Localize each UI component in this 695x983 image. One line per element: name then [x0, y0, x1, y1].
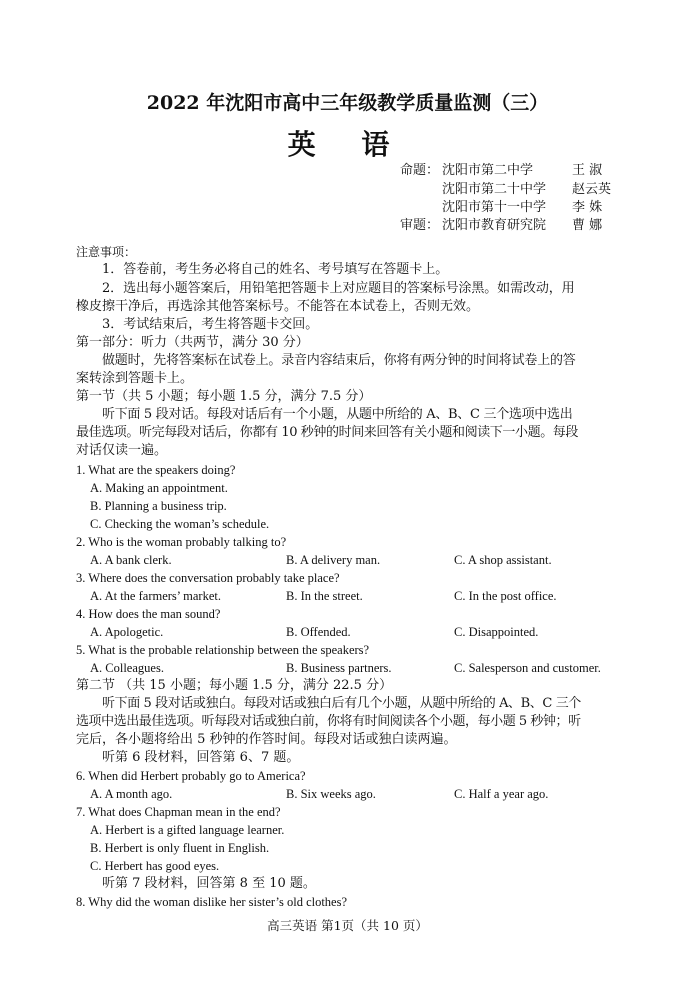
option-b: B. Herbert is only fluent in English. [90, 841, 270, 855]
author-school: 沈阳市第十一中学 [442, 200, 547, 215]
option-c: C. Half a year ago. [454, 787, 549, 801]
question-stem: 2. Who is the woman probably talking to? [76, 535, 287, 549]
part1-intro: 做题时，先将答案标在试卷上。录音内容结束后，你将有两分钟的时间将试卷上的答 [102, 353, 576, 368]
option-a: A. A month ago. [90, 787, 173, 801]
option-c: C. In the post office. [454, 589, 557, 603]
question-stem: 7. What does Chapman mean in the end? [76, 805, 281, 819]
section2-heading: 第二节 （共 15 小题；每小题 1.5 分，满分 22.5 分） [76, 678, 393, 693]
option-a: A. Making an appointment. [90, 481, 228, 495]
option-a: A. At the farmers’ market. [90, 589, 221, 603]
question-stem: 4. How does the man sound? [76, 607, 221, 621]
option-c: C. Salesperson and customer. [454, 661, 601, 675]
page-footer: 高三英语 第1页（共 10 页） [267, 918, 428, 933]
author-name: 李 姝 [572, 200, 603, 215]
author-role: 命题： [400, 163, 440, 178]
notes-item-1: 1．答卷前，考生务必将自己的姓名、考号填写在答题卡上。 [102, 262, 449, 277]
notes-item-2: 2．选出每小题答案后，用铅笔把答题卡上对应题目的答案标号涂黑。如需改动，用 [102, 281, 575, 296]
option-a: A. Colleagues. [90, 661, 164, 675]
section1-intro-end: 对话仅读一遍。 [76, 443, 168, 458]
author-name: 王 淑 [572, 163, 603, 178]
part1-intro-cont: 案转涂到答题卡上。 [76, 371, 194, 386]
subject-title: 英 语 [287, 128, 408, 161]
option-b: B. Planning a business trip. [90, 499, 227, 513]
author-school: 沈阳市第二中学 [442, 163, 534, 178]
author-row [400, 181, 622, 199]
option-a: A. A bank clerk. [90, 553, 172, 567]
option-c: C. Checking the woman’s schedule. [90, 517, 270, 531]
section2-intro-end: 完后，各小题将给出 5 秒钟的作答时间。每段对话或独白读两遍。 [76, 732, 457, 747]
exam-title: 2022 年沈阳市高中三年级教学质量监测（三） [146, 92, 549, 114]
question-stem: 6. When did Herbert probably go to America? [76, 769, 306, 783]
section2-intro-cont: 选项中选出最佳选项。听每段对话或独白前，你将有时间阅读各个小题，每小题 5 秒钟；听 [76, 714, 581, 729]
option-b: B. A delivery man. [286, 553, 381, 567]
option-b: B. Offended. [286, 625, 351, 639]
section1-intro-cont: 最佳选项。听完每段对话后，你都有 10 秒钟的时间来回答有关小题和阅读下一小题。每段 [76, 425, 579, 440]
section1-heading: 第一节（共 5 小题；每小题 1.5 分，满分 7.5 分） [76, 389, 372, 404]
option-a: A. Herbert is a gifted language learner. [90, 823, 285, 837]
author-row [400, 162, 622, 180]
material-6-instruction: 听第 6 段材料，回答第 6、7 题。 [102, 750, 300, 765]
notes-item-2-cont: 橡皮擦干净后，再选涂其他答案标号。不能答在本试卷上，否则无效。 [76, 299, 480, 314]
author-name: 赵云英 [572, 182, 612, 197]
option-b: B. In the street. [286, 589, 363, 603]
question-stem: 3. Where does the conversation probably take place? [76, 571, 340, 585]
author-name: 曹 娜 [572, 218, 603, 233]
notes-heading: 注意事项： [76, 245, 137, 259]
section2-intro: 听下面 5 段对话或独白。每段对话或独白后有几个小题，从题中所给的 A、B、C 三个 [102, 696, 581, 711]
option-b: B. Six weeks ago. [286, 787, 376, 801]
option-b: B. Business partners. [286, 661, 392, 675]
option-c: C. Herbert has good eyes. [90, 859, 220, 873]
part1-heading: 第一部分：听力（共两节，满分 30 分） [76, 335, 309, 350]
question-stem: 5. What is the probable relationship between the speakers? [76, 643, 370, 657]
option-c: C. A shop assistant. [454, 553, 552, 567]
option-a: A. Apologetic. [90, 625, 164, 639]
material-7-instruction: 听第 7 段材料，回答第 8 至 10 题。 [102, 876, 316, 891]
author-row [400, 217, 622, 235]
notes-item-3: 3．考试结束后，考生将答题卡交回。 [102, 317, 319, 332]
author-row [400, 199, 622, 217]
author-school: 沈阳市教育研究院 [442, 218, 547, 233]
section1-intro: 听下面 5 段对话。每段对话后有一个小题，从题中所给的 A、B、C 三个选项中选出 [102, 407, 573, 422]
question-stem: 1. What are the speakers doing? [76, 463, 236, 477]
author-role: 审题： [400, 218, 440, 233]
author-school: 沈阳市第二十中学 [442, 182, 547, 197]
option-c: C. Disappointed. [454, 625, 539, 639]
question-stem: 8. Why did the woman dislike her sister’s old clothes? [76, 895, 348, 909]
